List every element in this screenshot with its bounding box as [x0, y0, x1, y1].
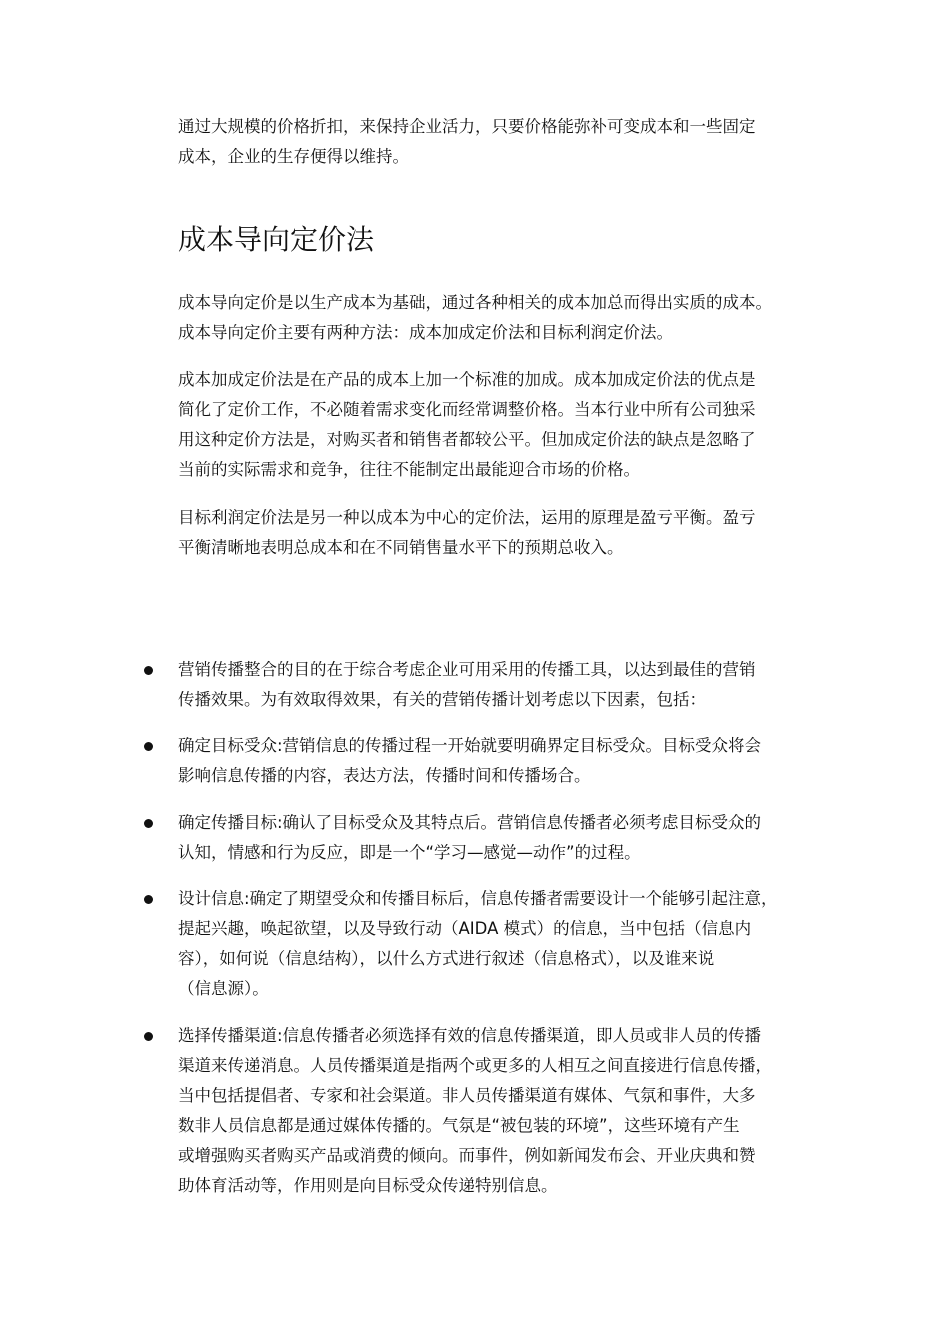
paragraph-cost-oriented-pricing: 成本导向定价是以生产成本为基础，通过各种相关的成本加总而得出实质的成本。 成本导向定价主要有两种方法：成本加成定价法和目标利润定价法。 [178, 293, 772, 342]
paragraph-cost-plus-pricing: 成本加成定价法是在产品的成本上加一个标准的加成。成本加成定价法的优点是 简化了定价工作，不必随着需求变化而经常调整价格。当本行业中所有公司独采 用这种定价方法是，对购买者和销售者都较公平。但加成定价法的缺点是忽略了 当前的实际需求和竞争，往往不能制定出最能迎合市场的价格。 [178, 370, 756, 479]
paragraph-target-profit-pricing: 目标利润定价法是另一种以成本为中心的定价法，运用的原理是盈亏平衡。盈亏 平衡清晰地表明总成本和在不同销售量水平下的预期总收入。 [178, 508, 756, 557]
list-item [178, 808, 828, 868]
list-item [178, 884, 828, 1004]
bullet-dot-icon [144, 742, 153, 751]
section-heading: 成本导向定价法 [178, 223, 375, 256]
bullet-dot-icon [144, 819, 153, 828]
list-item [178, 731, 828, 791]
bullet-dot-icon [144, 666, 153, 675]
bullet-dot-icon [144, 895, 153, 904]
list-item [178, 1021, 828, 1201]
list-item-text: 营销传播整合的目的在于综合考虑企业可用采用的传播工具，以达到最佳的营销 传播效果。为有效取得效果，有关的营销传播计划考虑以下因素，包括： [178, 660, 756, 709]
intro-paragraph: 通过大规模的价格折扣，来保持企业活力，只要价格能弥补可变成本和一些固定 成本，企业的生存便得以维持。 [178, 117, 756, 166]
list-item-text: 确定传播目标:确认了目标受众及其特点后。营销信息传播者必须考虑目标受众的 认知，情感和行为反应，即是一个“学习—感觉—动作”的过程。 [178, 813, 762, 862]
list-item-text: 设计信息:确定了期望受众和传播目标后，信息传播者需要设计一个能够引起注意， 提起兴趣，唤起欲望，以及导致行动（AIDA 模式）的信息，当中包括（信息内 容），如何说（信息结构），以什么方式进行叙述（信息格式），以及谁来说 （信息源）。 [178, 889, 778, 998]
list-item-text: 选择传播渠道:信息传播者必须选择有效的信息传播渠道，即人员或非人员的传播 渠道来传递消息。人员传播渠道是指两个或更多的人相互之间直接进行信息传播， 当中包括提倡者、专家和社会渠道。非人员传播渠道有媒体、气氛和事件，大多 数非人员信息都是通过媒体传播的。气氛是“被包装的环境”，这些环境有产生 或增强购买者购买产品或消费的倾向。而事件，例如新闻发布会、开业庆典和赞 助体育活动等，作用则是向目标受众传递特别信息。 [178, 1026, 772, 1195]
bullet-dot-icon [144, 1032, 153, 1041]
list-item-text: 确定目标受众:营销信息的传播过程一开始就要明确界定目标受众。目标受众将会 影响信息传播的内容，表达方法，传播时间和传播场合。 [178, 736, 762, 785]
list-item [178, 655, 828, 715]
